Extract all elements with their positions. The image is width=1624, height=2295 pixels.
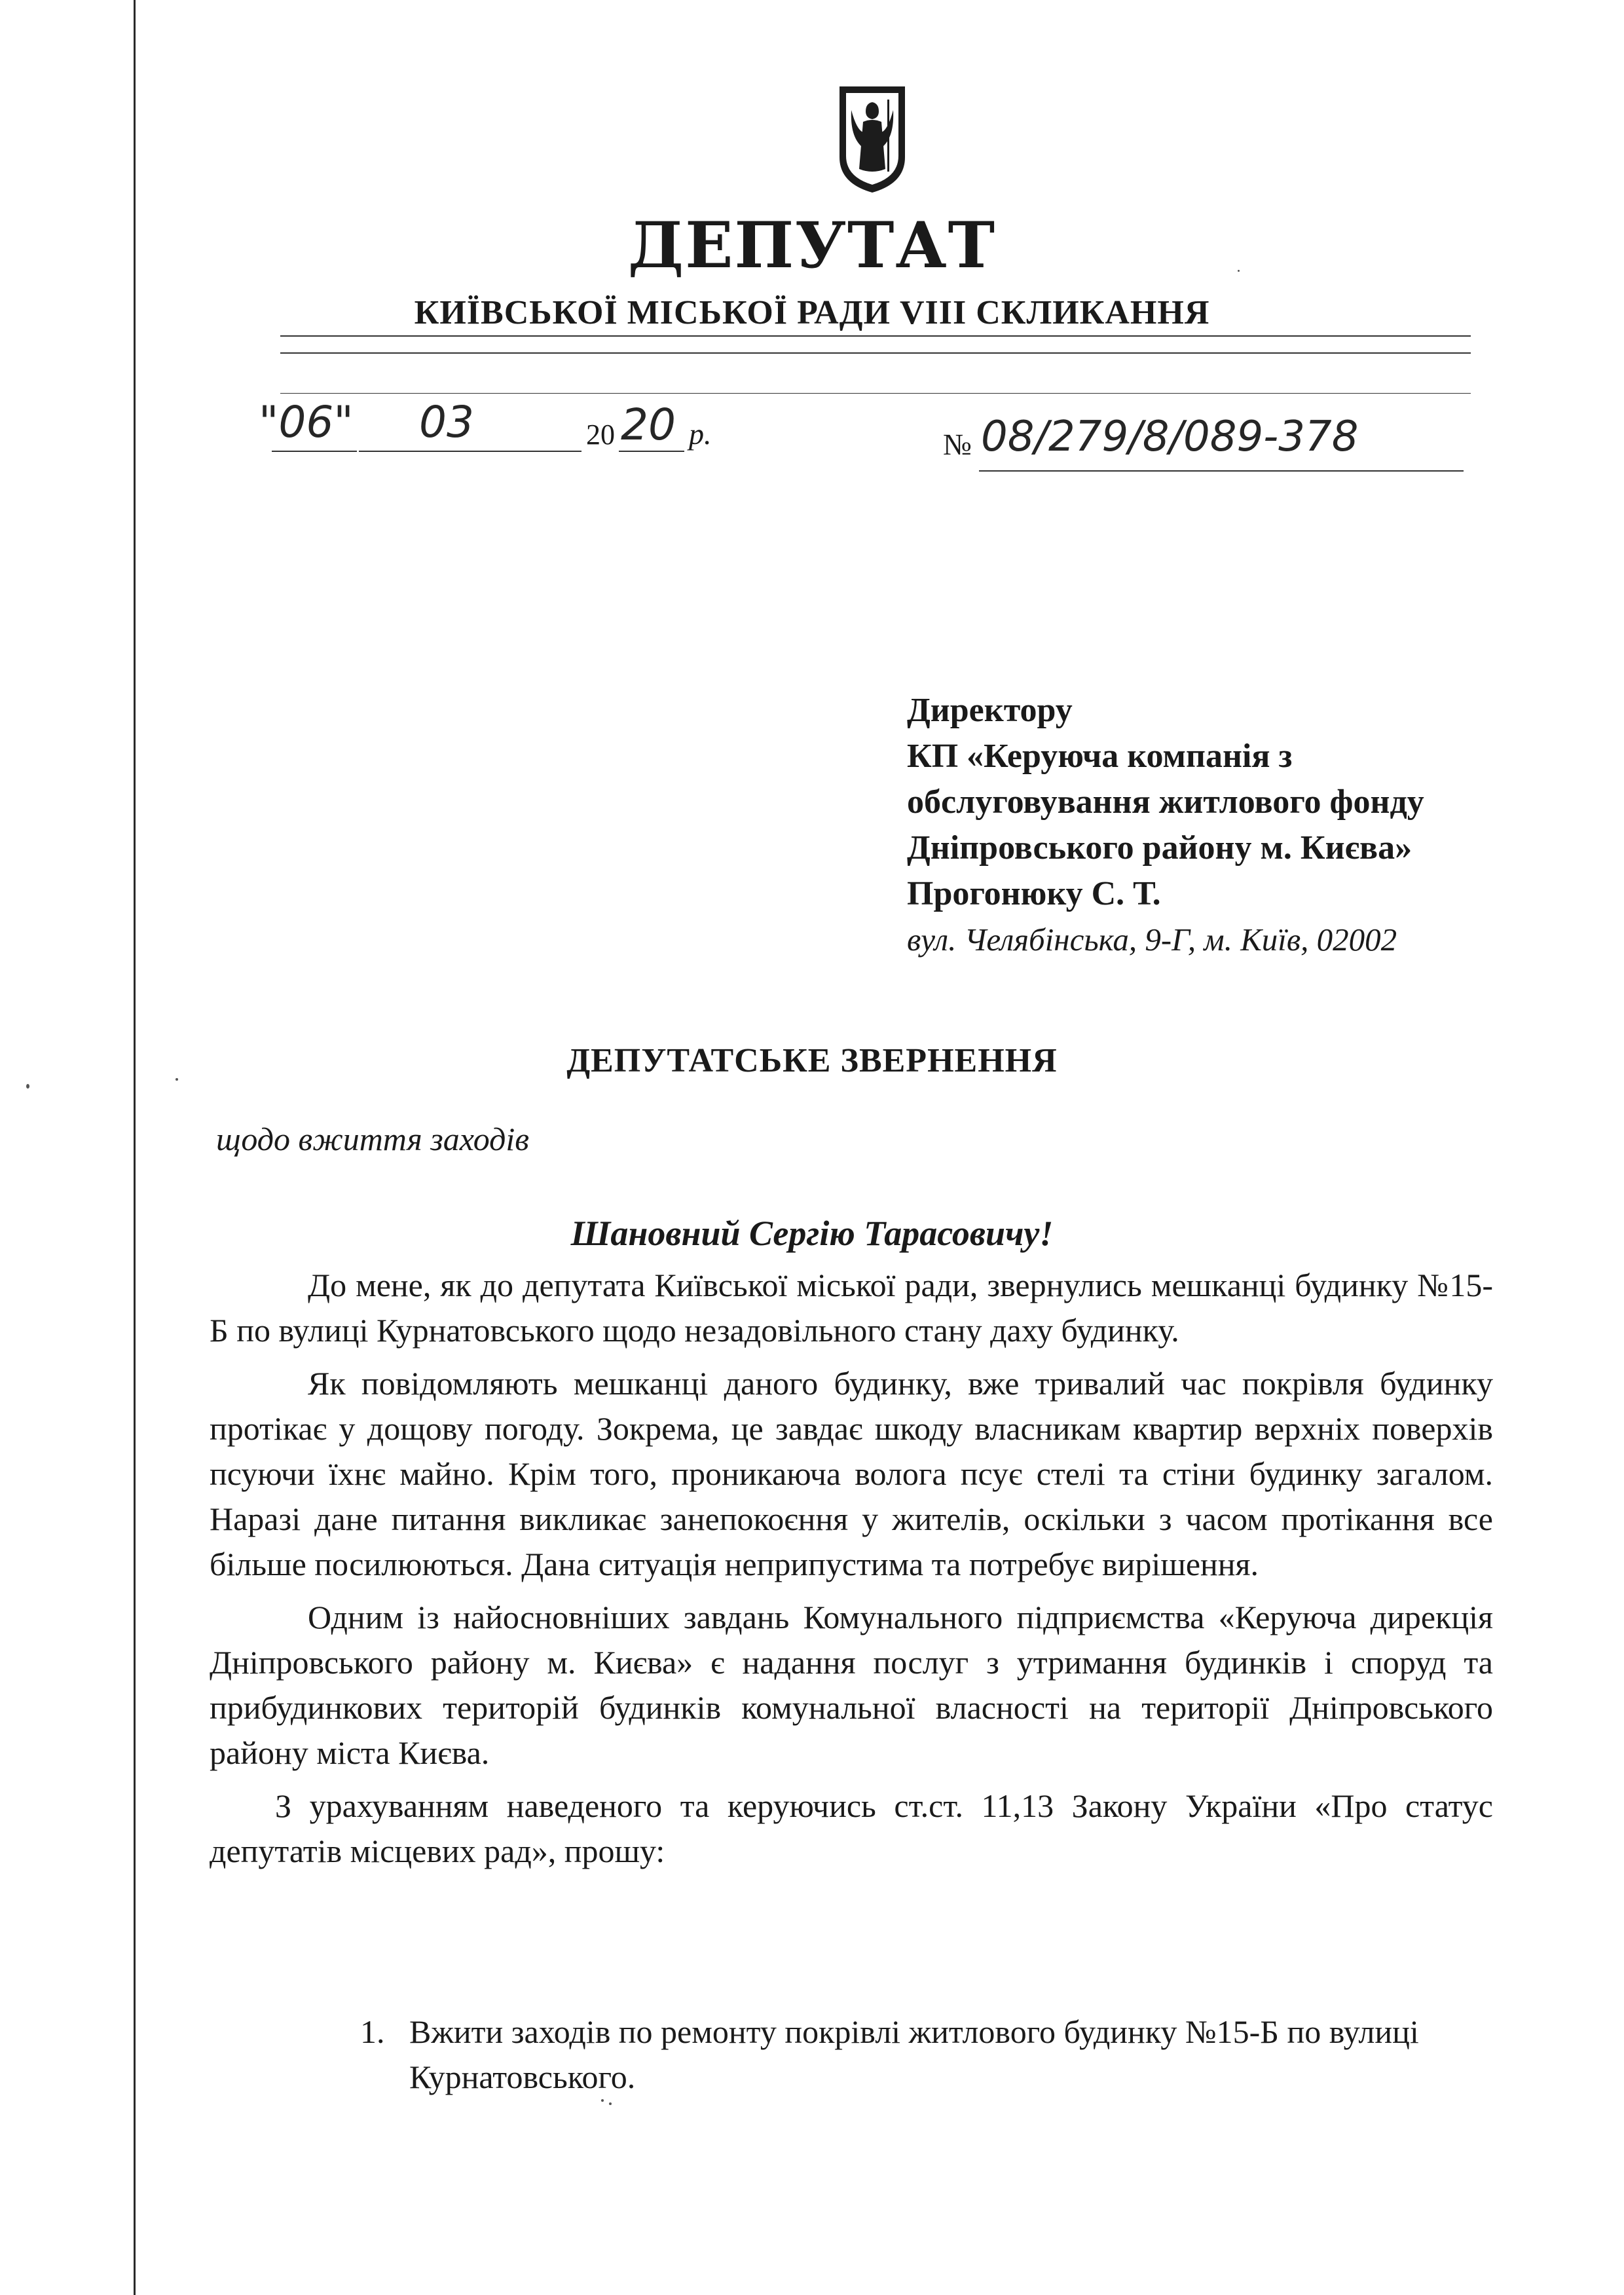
kyiv-coat-of-arms-icon — [837, 84, 908, 195]
date-day-underline — [272, 451, 357, 452]
date-year-suffix: 20 — [621, 400, 676, 450]
date-year-end: р. — [689, 417, 712, 451]
scan-speck — [26, 1084, 29, 1089]
scan-margin-line — [134, 0, 136, 2295]
reg-number-underline — [979, 470, 1464, 472]
header-divider-bottom — [280, 352, 1471, 354]
salutation: Шановний Сергію Тарасовичу! — [570, 1214, 1054, 1253]
addressee-address: вул. Челябінська, 9-Г, м. Київ, 02002 — [907, 922, 1397, 958]
document-header-subtitle: КИЇВСЬКОЇ МІСЬКОЇ РАДИ VIII СКЛИКАННЯ — [414, 294, 1210, 331]
addressee-line: Прогонюку С. Т. — [907, 875, 1161, 912]
body-paragraph: Одним із найосновніших завдань Комунального підприємства «Керуюча дирекція Дніпровського району м. Києва» є надання послуг з утримання будинків і споруд та прибудинкових територій будинків комунальної власності на території Дніпровського району міста Києва. — [210, 1599, 1493, 1771]
body-paragraph: Як повідомляють мешканці даного будинку, вже тривалий час покрівля будинку протікає у дощову погоду. Зокрема, це завдає шкоду власникам квартир верхніх поверхів псуючи їхнє майно. Крім того, проникаюча волога псує стелі та стіни будинку загалом. Наразі дане питання викликає занепокоєння у жителів, оскільки з часом протікання все більше посилюються. Дана ситуація неприпустима та потребує вирішення. — [210, 1365, 1493, 1582]
document-header-title: ДЕПУТАТ — [627, 208, 997, 282]
request-list — [360, 2009, 1493, 2100]
document-title: ДЕПУТАТСЬКЕ ЗВЕРНЕННЯ — [566, 1042, 1058, 1079]
addressee-line: обслуговування житлового фонду — [907, 783, 1424, 821]
document-body — [210, 1263, 1493, 1882]
date-day: "06" — [259, 397, 354, 447]
addressee-line: КП «Керуюча компанія з — [907, 737, 1293, 775]
list-item: Вжити заходів по ремонту покрівлі житлового будинку №15-Б по вулиці Курнатовського. — [409, 2013, 1419, 2095]
reg-number-label: № — [943, 428, 972, 461]
header-divider-top — [280, 335, 1471, 337]
reg-number-value: 08/279/8/089-378 — [981, 413, 1359, 461]
addressee-block — [907, 688, 1562, 963]
date-year-underline — [619, 451, 684, 452]
body-paragraph: До мене, як до депутата Київської міської ради, звернулись мешканці будинку №15-Б по вулиці Курнатовського щодо незадовільного стану даху будинку. — [210, 1267, 1493, 1349]
document-subject: щодо вжиття заходів — [216, 1121, 529, 1157]
list-item-number: 1. — [360, 2013, 385, 2050]
date-year-prefix: 20 — [586, 419, 615, 451]
scan-speck — [609, 2102, 612, 2105]
date-month-underline — [359, 451, 581, 452]
header-divider-thin — [280, 393, 1471, 394]
body-paragraph: З урахуванням наведеного та керуючись ст.ст. 11,13 Закону України «Про статус депутатів місцевих рад», прошу: — [210, 1787, 1493, 1869]
date-month: 03 — [419, 397, 474, 447]
addressee-line: Дніпровського району м. Києва» — [907, 829, 1412, 867]
addressee-line: Директору — [907, 692, 1073, 729]
